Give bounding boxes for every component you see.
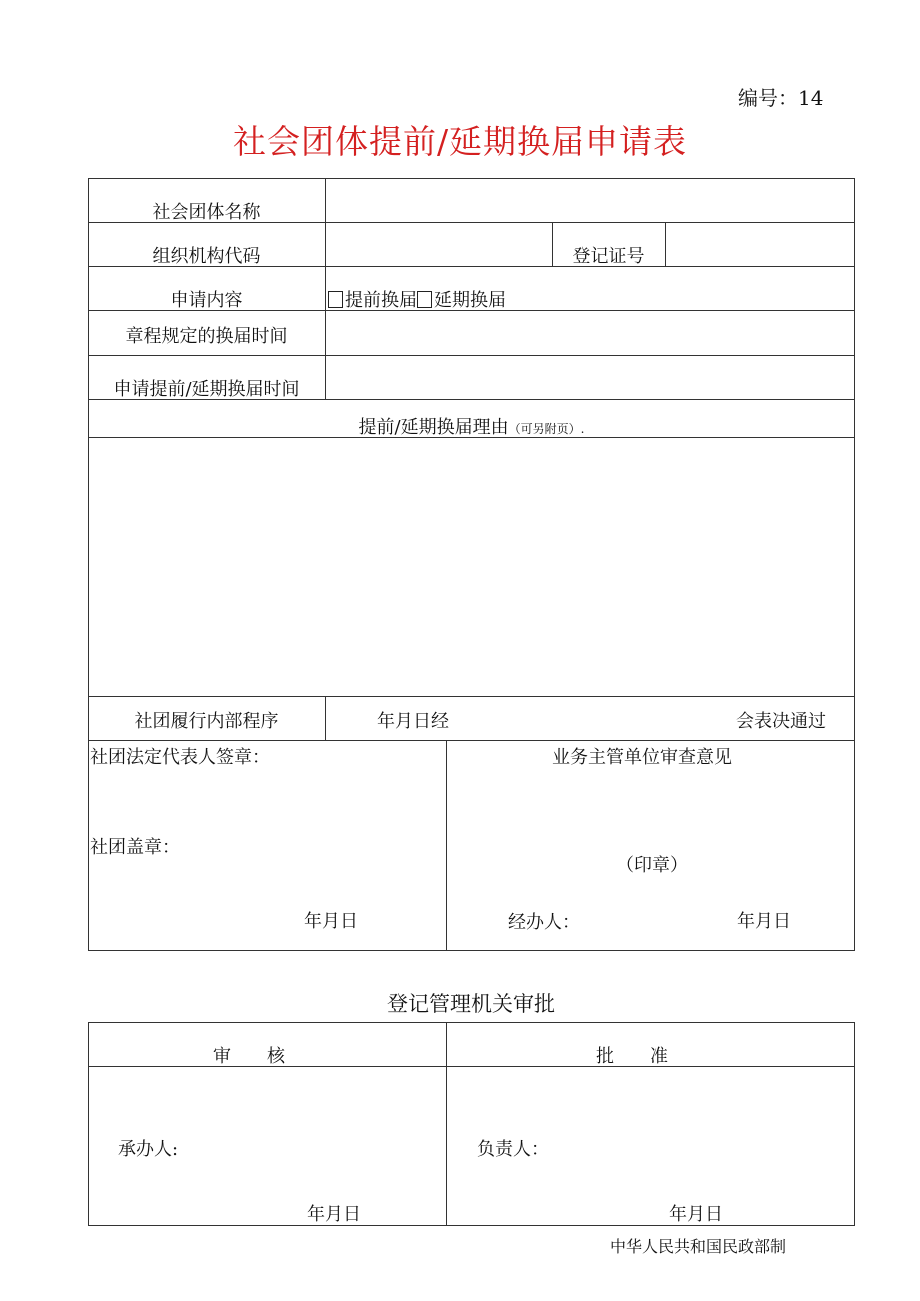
supervisor-label: 业务主管单位审查意见 [552,747,732,768]
approve-date: 年月日 [669,1204,723,1225]
org-code-label: 组织机构代码 [152,246,261,267]
undertaker-label: 承办人: [118,1139,179,1160]
reason-note: （可另附页）. [508,422,585,436]
early-option-label: 提前换届 [345,290,417,311]
footer-issuer: 中华人民共和国民政部制 [610,1237,787,1256]
approve-label: 批准 [596,1046,704,1067]
reason-field[interactable] [100,450,840,685]
procedure-date: 年月日经 [377,711,449,732]
serial-number: 编号：14 [738,86,824,110]
procedure-pass: 会表决通过 [736,711,826,732]
review-date: 年月日 [307,1204,361,1225]
apply-content-options [328,286,506,312]
apply-time-label: 申请提前/延期换届时间 [113,379,300,400]
approve-column-header [446,1042,854,1068]
right-date: 年月日 [737,911,791,932]
review-column-header [88,1042,446,1068]
approval-section-title: 登记管理机关审批 [387,992,555,1016]
reason-heading [88,413,855,439]
handler-label: 经办人： [508,912,580,933]
reg-no-label: 登记证号 [572,246,645,267]
left-date: 年月日 [304,911,358,932]
procedure-label: 社团履行内部程序 [134,711,279,732]
reason-label: 提前/延期换届理由 [358,417,509,438]
seal-note: （印章） [616,855,688,876]
org-name-label: 社会团体名称 [152,202,261,223]
legal-rep-label: 社团法定代表人签章： [90,747,270,768]
charter-time-label: 章程规定的换届时间 [125,326,288,347]
page-title: 社会团体提前/延期换届申请表 [232,122,688,161]
apply-content-label: 申请内容 [170,290,243,311]
responsible-label: 负责人： [477,1139,549,1160]
org-seal-label: 社团盖章： [90,837,180,858]
delay-option-label: 延期换届 [434,290,506,311]
early-checkbox[interactable] [328,291,343,308]
delay-checkbox[interactable] [417,291,432,308]
review-label: 审核 [213,1046,321,1067]
